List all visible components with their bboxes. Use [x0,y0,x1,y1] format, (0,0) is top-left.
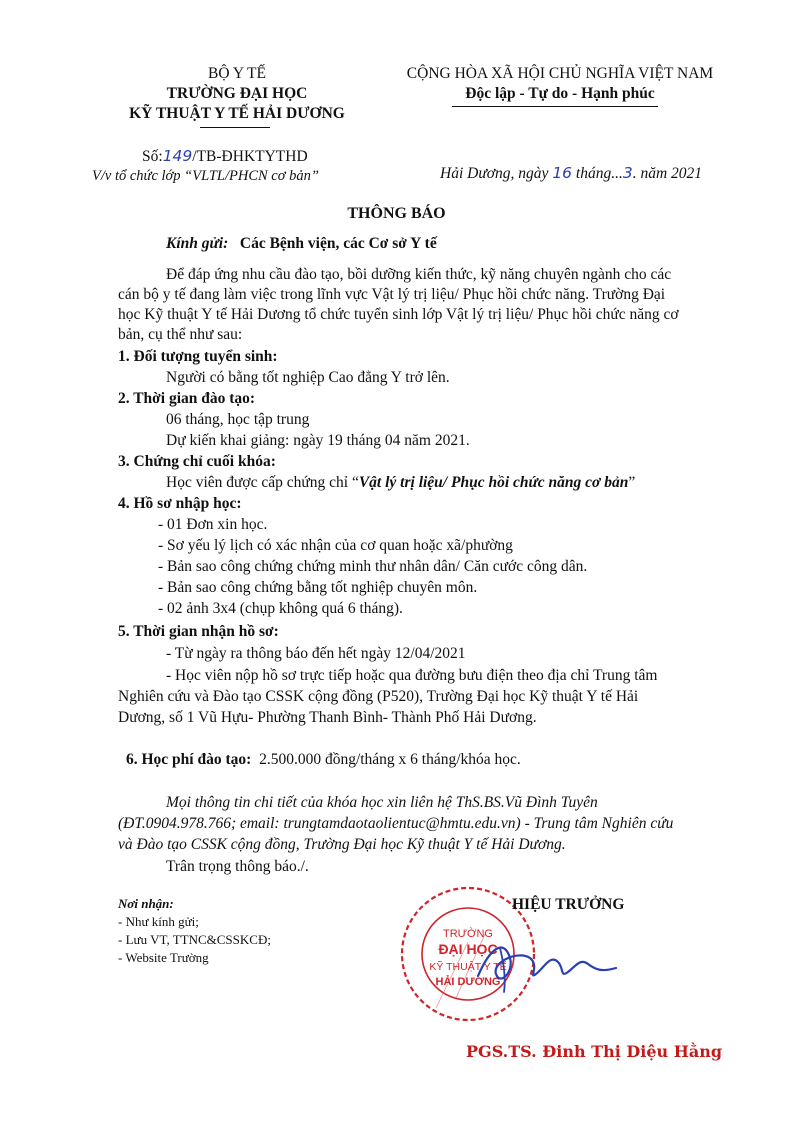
recipient-line [166,234,437,254]
national-motto: Độc lập - Tự do - Hạnh phúc [465,85,655,102]
ministry-name: BỘ Y TẾ [208,65,266,82]
contact-line: và Đào tạo CSSK cộng đồng, Trường Đại học Kỹ thuật Y tế Hải Dương. [118,836,566,853]
section-2-text-2: Dự kiến khai giảng: ngày 19 tháng 04 năm 2021. [166,432,470,449]
receiver-item: - Như kính gửi; [118,914,199,929]
handwritten-signature-icon [470,928,620,998]
handwritten-number: 149 [162,147,193,165]
contact-line: Mọi thông tin chi tiết của khóa học xin liên hệ ThS.BS.Vũ Đình Tuyên [166,794,598,811]
handwritten-day: 16 [552,164,573,182]
header-right [370,64,750,104]
list-item: - 01 Đơn xin học. [158,516,268,533]
receiver-item: - Website Trường [118,950,209,965]
seal-text-2: ĐẠI HỌC [438,941,498,957]
intro-line: Để đáp ứng nhu cầu đào tạo, bồi dưỡng kiến thức, kỹ năng chuyên ngành cho các [166,266,672,283]
list-item: - Sơ yếu lý lịch có xác nhận của cơ quan hoặc xã/phường [158,537,513,554]
date-prefix: Hải Dương, ngày [440,165,549,182]
document-number [142,146,308,167]
motto-underline [452,106,658,107]
handwritten-month: 3 [622,164,633,182]
section-1-title: 1. Đối tượng tuyển sinh: [118,348,278,365]
section-1-text: Người có bằng tốt nghiệp Cao đẳng Y trở lên. [166,369,450,386]
recipient-text: Các Bệnh viện, các Cơ sở Y tế [239,235,437,252]
address-line: - Học viên nộp hồ sơ trực tiếp hoặc qua đường bưu điện theo địa chỉ Trung tâm [166,667,658,684]
document-title: THÔNG BÁO [347,205,446,222]
section-4-title: 4. Hồ sơ nhập học: [118,495,242,512]
subject-line: V/v tổ chức lớp “VLTL/PHCN cơ bản” [92,168,319,184]
document-date [440,163,702,184]
receiver-item: - Lưu VT, TTNC&CSSKCĐ; [118,932,271,947]
school-name-line2: KỸ THUẬT Y TẾ HẢI DƯƠNG [129,105,345,122]
section-4-list [158,515,587,620]
intro-line: bản, cụ thể như sau: [118,326,243,343]
seal-text-1: TRƯỜNG [443,928,493,940]
number-suffix: /TB-ĐHKTYTHD [192,148,308,165]
signer-name: PGS.TS. Đinh Thị Diệu Hằng [466,1042,723,1061]
seal-text-3: KỸ THUẬT Y TẾ [429,961,507,973]
section-3-title: 3. Chứng chỉ cuối khóa: [118,453,276,470]
section-2-title: 2. Thời gian đào tạo: [118,390,256,407]
receivers-label: Nơi nhận: [118,896,174,911]
section-5-title: 5. Thời gian nhận hồ sơ: [118,623,279,640]
contact-line: (ĐT.0904.978.766; email: trungtamdaotaolientuc@hmtu.edu.vn) - Trung tâm Nghiên cứu [118,815,674,832]
section-5-text-1: - Từ ngày ra thông báo đến hết ngày 12/04/2021 [166,645,466,662]
section-6-text: 2.500.000 đồng/tháng x 6 tháng/khóa học. [259,751,521,768]
intro-line: cán bộ y tế đang làm việc trong lĩnh vực Vật lý trị liệu/ Phục hồi chức năng. Trường Đại [118,286,666,303]
signature-title: HIỆU TRƯỞNG [512,896,625,913]
section-3-text [166,473,635,493]
intro-paragraph [118,265,750,345]
certificate-prefix: Học viên được cấp chứng chỉ “ [166,474,359,491]
header-left-underline [200,127,270,128]
certificate-suffix: ” [628,474,636,491]
list-item: - Bản sao công chứng bằng tốt nghiệp chuyên môn. [158,579,478,596]
certificate-name: Vật lý trị liệu/ Phục hồi chức năng cơ bản [358,474,629,491]
date-year: . năm 2021 [632,165,703,182]
intro-line: học Kỹ thuật Y tế Hải Dương tổ chức tuyển sinh lớp Vật lý trị liệu/ Phục hồi chức năng cơ [118,306,679,323]
recipient-label: Kính gửi: [166,235,229,252]
number-prefix: Số: [142,148,163,165]
address-line: Nghiên cứu và Đào tạo CSSK cộng đồng (P520), Trường Đại học Kỹ thuật Y tế Hải [118,688,639,705]
republic-name: CỘNG HÒA XÃ HỘI CHỦ NGHĨA VIỆT NAM [406,65,714,82]
header-left [92,64,382,124]
school-name-line1: TRƯỜNG ĐẠI HỌC [166,85,308,102]
section-6-title: 6. Học phí đào tạo: [126,751,252,768]
seal-text-4: HẢI DƯƠNG [435,976,501,988]
section-2-text-1: 06 tháng, học tập trung [166,411,310,428]
receivers-block [118,895,271,967]
contact-paragraph [118,793,758,856]
list-item: - Bản sao công chứng chứng minh thư nhân dân/ Căn cước công dân. [158,558,588,575]
section-5-text-2 [118,666,750,729]
date-month-label: tháng... [575,165,623,182]
closing-text: Trân trọng thông báo./. [166,858,309,875]
section-6 [126,750,521,770]
address-line: Dương, số 1 Vũ Hựu- Phường Thanh Bình- Thành Phố Hải Dương. [118,709,537,726]
list-item: - 02 ảnh 3x4 (chụp không quá 6 tháng). [158,600,403,617]
